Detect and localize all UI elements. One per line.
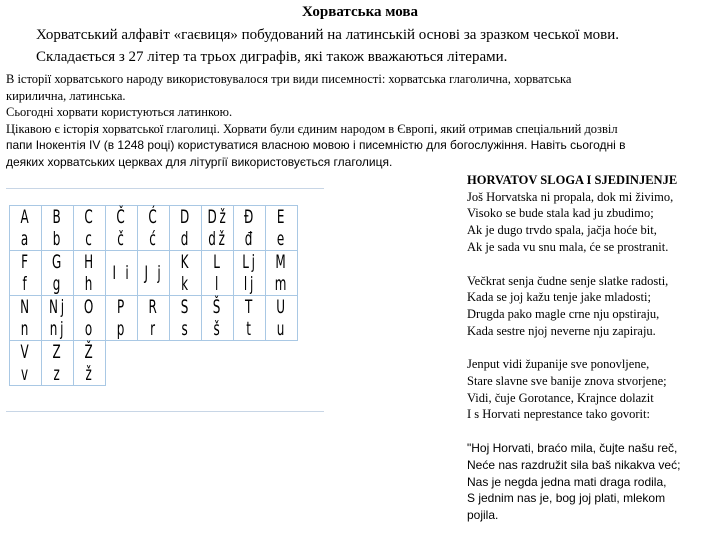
history-line: В історії хорватського народу використовувалося три види писемності: хорватська глаголична, хорватська — [6, 72, 572, 86]
table-row — [10, 206, 298, 251]
history-line: Сьогодні хорвати користуються латинкою. — [6, 105, 233, 119]
poem-line: Stare slavne sve banije znova stvorjene; — [467, 374, 667, 389]
history-text — [6, 71, 711, 170]
poem-line: S jednim nas je, bog joj plati, mlekom — [467, 491, 666, 506]
divider — [6, 411, 324, 412]
poem-line: Vidi, čuje Gorotance, Krajnce dolazit — [467, 390, 654, 405]
poem-stanza — [467, 189, 717, 256]
poem-stanza — [467, 356, 717, 423]
letter-cell: F f — [14, 251, 36, 296]
poem-line: Ak je sada vu snu mala, će se prostranit. — [467, 239, 669, 254]
poem-line: Kada se joj kažu tenje jake mladosti; — [467, 290, 651, 305]
letter-cell: U u — [270, 296, 292, 341]
poem-line: Drugda pako magle crne nju opstiraju, — [467, 306, 660, 321]
history-line: кирилична, латинська. — [6, 88, 126, 103]
letter-cell: O o — [78, 296, 100, 341]
letter-cell: H h — [78, 251, 100, 296]
intro-text — [36, 24, 716, 68]
poem-line: I s Horvati neprestance tako govorit: — [467, 407, 650, 422]
letter-cell: V v — [14, 341, 36, 386]
letter-cell: Z z — [46, 341, 68, 386]
poem-line: pojila. — [467, 507, 499, 522]
letter-cell: Dž dž — [206, 206, 229, 250]
poem-line: Ak je dugo trvdo spala, jačja hoće bit, — [467, 223, 657, 238]
letter-cell: J j — [142, 251, 164, 296]
letter-cell: Ć ć — [142, 206, 164, 251]
letter-cell: Č č — [110, 206, 132, 251]
empty-cell — [238, 341, 260, 386]
letter-cell: Š š — [206, 296, 228, 341]
letter-cell: C c — [78, 206, 100, 251]
empty-cell — [174, 341, 196, 386]
history-line: деяких хорватських церквах для літургії використовується глаголиця. — [6, 154, 393, 169]
alphabet-table — [9, 205, 298, 386]
letter-cell: Ž ž — [78, 341, 100, 386]
letter-cell: I i — [110, 251, 132, 296]
page-title: Хорватська мова — [302, 4, 418, 20]
poem-line: Neće nas razdružit sila baš nikakva već; — [467, 457, 681, 472]
letter-cell: A a — [14, 206, 36, 251]
letter-cell: M m — [270, 251, 292, 296]
poem-stanza — [467, 273, 717, 340]
letter-cell: S s — [174, 296, 196, 341]
letter-cell: T t — [238, 296, 260, 341]
empty-cell — [142, 341, 164, 386]
poem-line: Kada sestre njoj neverne nju zapiraju. — [467, 323, 656, 338]
letter-cell: L l — [206, 251, 228, 296]
empty-cell — [110, 341, 132, 386]
letter-cell: Đ đ — [238, 206, 260, 251]
history-line: Цікавою є історія хорватської глаголиці. Хорвати були єдиним народом в Європі, який отримав спеціальний дозвіл — [6, 121, 618, 136]
empty-cell — [270, 341, 292, 386]
table-row — [10, 296, 298, 341]
empty-cell — [206, 341, 228, 386]
poem-line: "Hoj Horvati, braćo mila, čujte našu reč, — [467, 441, 678, 456]
poem-line: Još Horvatska ni propala, dok mi živimo, — [467, 189, 674, 204]
poem-stanza — [467, 440, 717, 524]
poem-line: Nas je negda jedna mati draga rodila, — [467, 474, 667, 489]
intro-line: Хорватський алфавіт «гаєвиця» побудований на латинській основі за зразком чеської мови. — [36, 27, 620, 43]
history-line: папи Інокентія IV (в 1248 році) користуватися власною мовою і писемністю для богослужіння. Навіть сьогодні в — [6, 138, 626, 152]
letter-cell: Nj nj — [46, 296, 68, 341]
letter-cell: P p — [110, 296, 132, 341]
letter-cell: N n — [14, 296, 36, 341]
letter-cell: D d — [174, 206, 196, 251]
divider — [6, 188, 324, 189]
poem-title: HORVATOV SLOGA I SJEDINJENJE — [467, 173, 678, 187]
letter-cell: R r — [142, 296, 164, 341]
letter-cell: G g — [46, 251, 68, 296]
table-row — [10, 341, 298, 386]
poem-line: Večkrat senja čudne senje slatke radosti, — [467, 273, 669, 288]
poem-line: Jenput vidi županije sve ponovljene, — [467, 357, 650, 372]
poem — [467, 172, 717, 541]
letter-cell: Lj lj — [238, 251, 260, 296]
table-row — [10, 251, 298, 296]
intro-line: Складається з 27 літер та трьох диграфів, які також вважаються літерами. — [36, 49, 508, 65]
letter-cell: B b — [46, 206, 68, 251]
letter-cell: K k — [174, 251, 196, 296]
poem-line: Visoko se bude stala kad ju zbudimo; — [467, 206, 654, 221]
letter-cell: E e — [270, 206, 292, 251]
